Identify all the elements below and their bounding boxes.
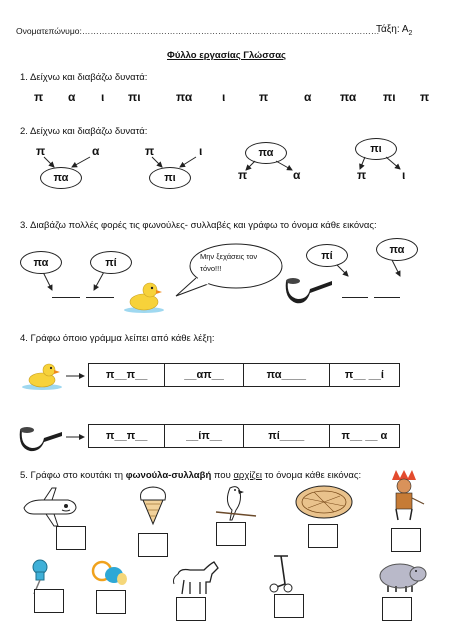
s4-row2-cell[interactable]: π__π__ <box>89 425 165 448</box>
s1-letter: π <box>420 90 430 104</box>
s4-row1-cell[interactable]: πα____ <box>243 364 329 387</box>
s5-answer-box[interactable] <box>176 597 206 621</box>
section2-heading: 2. Δείχνω και διαβάζω δυνατά: <box>20 126 148 137</box>
native-child-icon <box>384 470 424 522</box>
s2-g3-source-oval <box>245 142 287 164</box>
ice-cream-icon <box>138 484 168 526</box>
s1-letter: π <box>259 90 269 104</box>
s3-left-oval-2 <box>90 251 132 274</box>
s1-letter: πα <box>340 90 357 104</box>
s1-letter: ι <box>222 90 226 104</box>
s4-row2-cell[interactable]: πί____ <box>243 425 329 448</box>
s5-heading-pre: 5. Γράφω στο κουτάκι τη <box>20 470 126 481</box>
s2-g1-top-1: π <box>36 144 46 158</box>
s2-g2-result-oval <box>149 167 191 189</box>
s4-row2-cell[interactable]: __ίπ__ <box>165 425 243 448</box>
s3-answer-blank-4[interactable] <box>374 297 400 298</box>
s2-g3-bottom-2: α <box>293 168 301 182</box>
section4-heading: 4. Γράφω όποιο γράμμα λείπει από κάθε λέξη: <box>20 333 215 344</box>
s2-g4-source: πι <box>370 143 382 155</box>
s5-answer-box[interactable] <box>382 597 412 621</box>
s1-letter: πι <box>128 90 141 104</box>
class-label-sub: 2 <box>408 30 413 37</box>
s5-answer-box[interactable] <box>34 589 64 613</box>
s1-letter: ι <box>101 90 105 104</box>
horse-icon <box>170 560 220 596</box>
s5-answer-box[interactable] <box>96 590 126 614</box>
section1-heading: 1. Δείχνω και διαβάζω δυνατά: <box>20 72 148 83</box>
s5-heading-mid: που <box>211 470 234 481</box>
s5-answer-box[interactable] <box>274 594 304 618</box>
s2-g1-result: πα <box>53 172 69 184</box>
s1-letter: πα <box>176 90 193 104</box>
s5-answer-box[interactable] <box>216 522 246 546</box>
s3-answer-blank-2[interactable] <box>86 297 114 298</box>
duck-icon <box>124 280 164 314</box>
pie-icon <box>294 484 354 520</box>
name-field-label: Ονοματεπώνυμο:…………………………………………………………………………………………… <box>16 26 380 36</box>
duck-icon <box>22 360 64 390</box>
section5-heading <box>20 470 361 481</box>
pacifier-icon <box>90 557 130 591</box>
s4-row1-cell[interactable]: __απ__ <box>165 364 243 387</box>
s1-letter: α <box>304 90 312 104</box>
s1-letter: π <box>34 90 44 104</box>
parrot-icon <box>216 482 256 522</box>
s5-heading-underline: αρχίζει <box>233 470 262 481</box>
s3-right-oval-1 <box>306 244 348 267</box>
s2-g1-result-oval <box>40 167 82 189</box>
pipe-icon <box>18 424 62 452</box>
s3-left-oval-1 <box>20 251 62 274</box>
s3-right-oval-2 <box>376 238 418 261</box>
s4-row1-table <box>88 363 400 387</box>
s4-row1-cell[interactable]: π__π__ <box>89 364 165 387</box>
s2-g4-bottom-2: ι <box>402 168 406 182</box>
section3-heading: 3. Διαβάζω πολλές φορές τις φωνούλες- συλλαβές και γράφω το όνομα κάθε εικόνας: <box>20 220 377 231</box>
s2-g2-top-2: ι <box>199 144 203 158</box>
s1-letter: πι <box>383 90 396 104</box>
scooter-icon <box>268 554 298 594</box>
s5-answer-box[interactable] <box>138 533 168 557</box>
s5-answer-box[interactable] <box>391 528 421 552</box>
s2-g4-source-oval <box>355 138 397 160</box>
s1-letter: α <box>68 90 76 104</box>
s5-heading-post: το όνομα κάθε εικόνας: <box>261 470 362 481</box>
s3-answer-blank-1[interactable] <box>52 297 80 298</box>
s2-g2-top-1: π <box>145 144 155 158</box>
s4-row1-cell[interactable]: π__ __ί <box>329 364 399 387</box>
speech-text: Μην ξεχάσεις τον τόνο!!! <box>200 252 258 273</box>
s5-answer-box[interactable] <box>56 526 86 550</box>
airplane-icon <box>22 486 78 526</box>
page-title: Φύλλο εργασίας Γλώσσας <box>167 50 286 61</box>
hippo-icon <box>374 560 426 592</box>
s5-answer-box[interactable] <box>308 524 338 548</box>
s2-g4-bottom-1: π <box>357 168 367 182</box>
s2-g3-bottom-1: π <box>238 168 248 182</box>
s2-g3-source: πα <box>258 147 274 159</box>
s2-g1-top-2: α <box>92 144 100 158</box>
pipe-icon <box>284 275 334 305</box>
s4-row2-table <box>88 424 400 448</box>
class-label-text: Τάξη: Α <box>376 24 409 35</box>
s3-left-syllable-1: πα <box>33 256 49 269</box>
s3-answer-blank-3[interactable] <box>342 297 368 298</box>
s3-right-syllable-1: πί <box>321 249 333 262</box>
s3-right-syllable-2: πα <box>389 243 405 256</box>
s4-row2-cell[interactable]: π__ __ α <box>329 425 399 448</box>
s2-g2-result: πι <box>164 172 176 184</box>
s5-heading-bold: φωνούλα-συλλαβή <box>125 470 212 481</box>
class-label <box>376 24 412 37</box>
s3-left-syllable-2: πί <box>105 256 117 269</box>
